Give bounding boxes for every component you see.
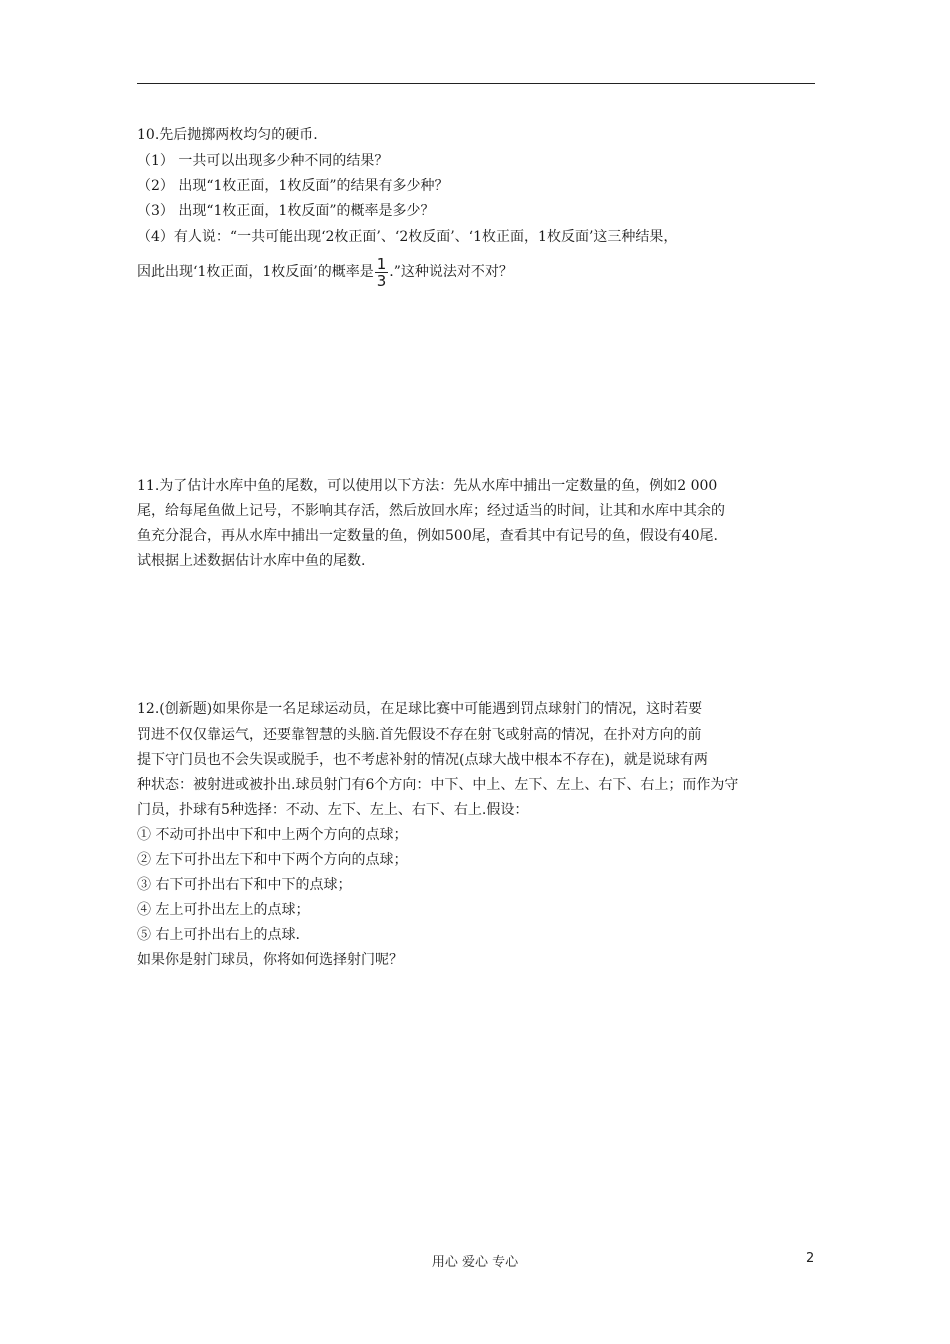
q10-last-prefix: 因此出现‘1枚正面，1枚反面’的概率是: [137, 264, 374, 280]
q12-closing: 如果你是射门球员，你将如何选择射门呢？: [137, 952, 403, 968]
q12-line-2: 罚进不仅仅靠运气，还要靠智慧的头脑.首先假设不存在射飞或射高的情况，在扑对方向的前: [137, 727, 702, 743]
q10-part-4-cont: [137, 254, 827, 290]
fraction-one-third: [375, 256, 389, 289]
q12-item-1: ① 不动可扑出中下和中上两个方向的点球；: [137, 827, 408, 843]
fraction-denominator: 3: [376, 271, 387, 290]
q10-part-3: （3） 出现“1枚正面，1枚反面”的概率是多少？: [137, 203, 435, 219]
q12-line-5: 门员，扑球有5种选择：不动、左下、左上、右下、右上.假设：: [137, 802, 529, 818]
q10-part-4: （4）有人说：“一共可能出现‘2枚正面’、‘2枚反面’、‘1枚正面，1枚反面’这三种结果，: [137, 229, 678, 245]
q12-line-1: 12.(创新题)如果你是一名足球运动员，在足球比赛中可能遇到罚点球射门的情况，这时若要: [137, 701, 703, 717]
q12-item-5: ⑤ 右上可扑出右上的点球.: [137, 927, 300, 943]
q11-line-3: 鱼充分混合，再从水库中捕出一定数量的鱼，例如500尾，查看其中有记号的鱼，假设有40尾.: [137, 528, 718, 544]
q12-item-2: ② 左下可扑出左下和中下两个方向的点球；: [137, 852, 408, 868]
page-number: 2: [806, 1251, 815, 1266]
q11-line-1: 11.为了估计水库中鱼的尾数，可以使用以下方法：先从水库中捕出一定数量的鱼，例如2 000: [137, 478, 718, 494]
q11-line-4: 试根据上述数据估计水库中鱼的尾数.: [137, 553, 366, 569]
footer-motto: 用心 爱心 专心: [431, 1255, 519, 1270]
fraction-numerator: 1: [376, 254, 387, 273]
header-rule: [137, 83, 815, 84]
q10-last-suffix: .”这种说法对不对？: [389, 264, 513, 280]
q10-title: 10.先后抛掷两枚均匀的硬币.: [137, 127, 318, 143]
q10-part-1: （1） 一共可以出现多少种不同的结果？: [137, 153, 389, 169]
q11-line-2: 尾，给每尾鱼做上记号，不影响其存活，然后放回水库；经过适当的时间，让其和水库中其余的: [137, 503, 725, 519]
q12-item-4: ④ 左上可扑出左上的点球；: [137, 902, 310, 918]
q10-part-2: （2） 出现“1枚正面，1枚反面”的结果有多少种？: [137, 178, 449, 194]
q12-item-3: ③ 右下可扑出右下和中下的点球；: [137, 877, 352, 893]
q12-line-3: 提下守门员也不会失误或脱手，也不考虑补射的情况(点球大战中根本不存在)，就是说球有两: [137, 752, 708, 768]
q12-line-4: 种状态：被射进或被扑出.球员射门有6个方向：中下、中上、左下、左上、右下、右上；而作为守: [137, 777, 739, 793]
